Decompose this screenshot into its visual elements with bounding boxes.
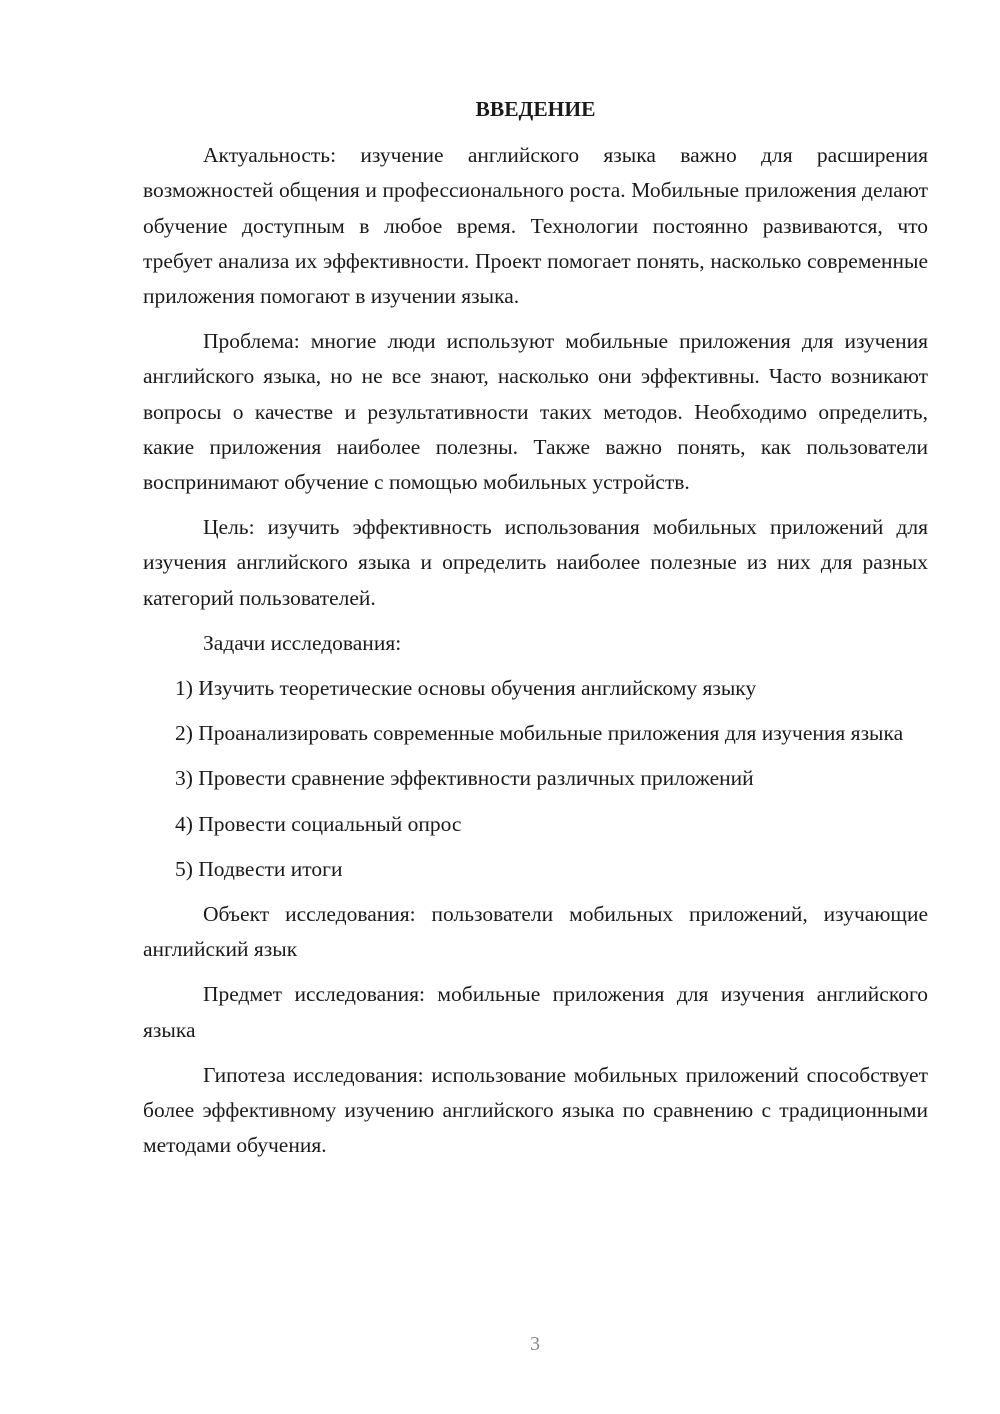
relevance-paragraph: Актуальность: изучение английского языка важно для расширения возможностей общения и профессионального роста. Мобильные приложения делают обучение доступным в любое время. Технологии постоянно развиваются, что требует анализа их эффективности. Проект помогает понять, насколько современные приложения помогают в изучении языка.: [143, 143, 928, 309]
subject-paragraph: Предмет исследования: мобильные приложения для изучения английского языка: [143, 982, 928, 1042]
task-item: 2) Проанализировать современные мобильные приложения для изучения языка: [175, 721, 904, 746]
task-item: 5) Подвести итоги: [175, 856, 343, 881]
object-paragraph: Объект исследования: пользователи мобильных приложений, изучающие английский язык: [143, 902, 928, 962]
problem-paragraph: Проблема: многие люди используют мобильные приложения для изучения английского языка, но не все знают, насколько они эффективны. Часто возникают вопросы о качестве и результативности таких методов. Необходимо определить, какие приложения наиболее полезны. Также важно понять, как пользователи воспринимают обучение с помощью мобильных устройств.: [143, 329, 928, 495]
section-title: ВВЕДЕНИЕ: [475, 97, 596, 121]
page-number: 3: [530, 1333, 540, 1355]
task-item: 1) Изучить теоретические основы обучения английскому языку: [175, 676, 757, 701]
document-page: [143, 92, 928, 1173]
task-item: 3) Провести сравнение эффективности различных приложений: [175, 766, 754, 791]
hypothesis-paragraph: Гипотеза исследования: использование мобильных приложений способствует более эффективному изучению английского языка по сравнению с традиционными методами обучения.: [143, 1062, 928, 1158]
tasks-heading: Задачи исследования:: [203, 630, 402, 655]
goal-paragraph: Цель: изучить эффективность использования мобильных приложений для изучения английского языка и определить наиболее полезные из них для разных категорий пользователей.: [143, 515, 928, 610]
task-item: 4) Провести социальный опрос: [175, 811, 462, 836]
